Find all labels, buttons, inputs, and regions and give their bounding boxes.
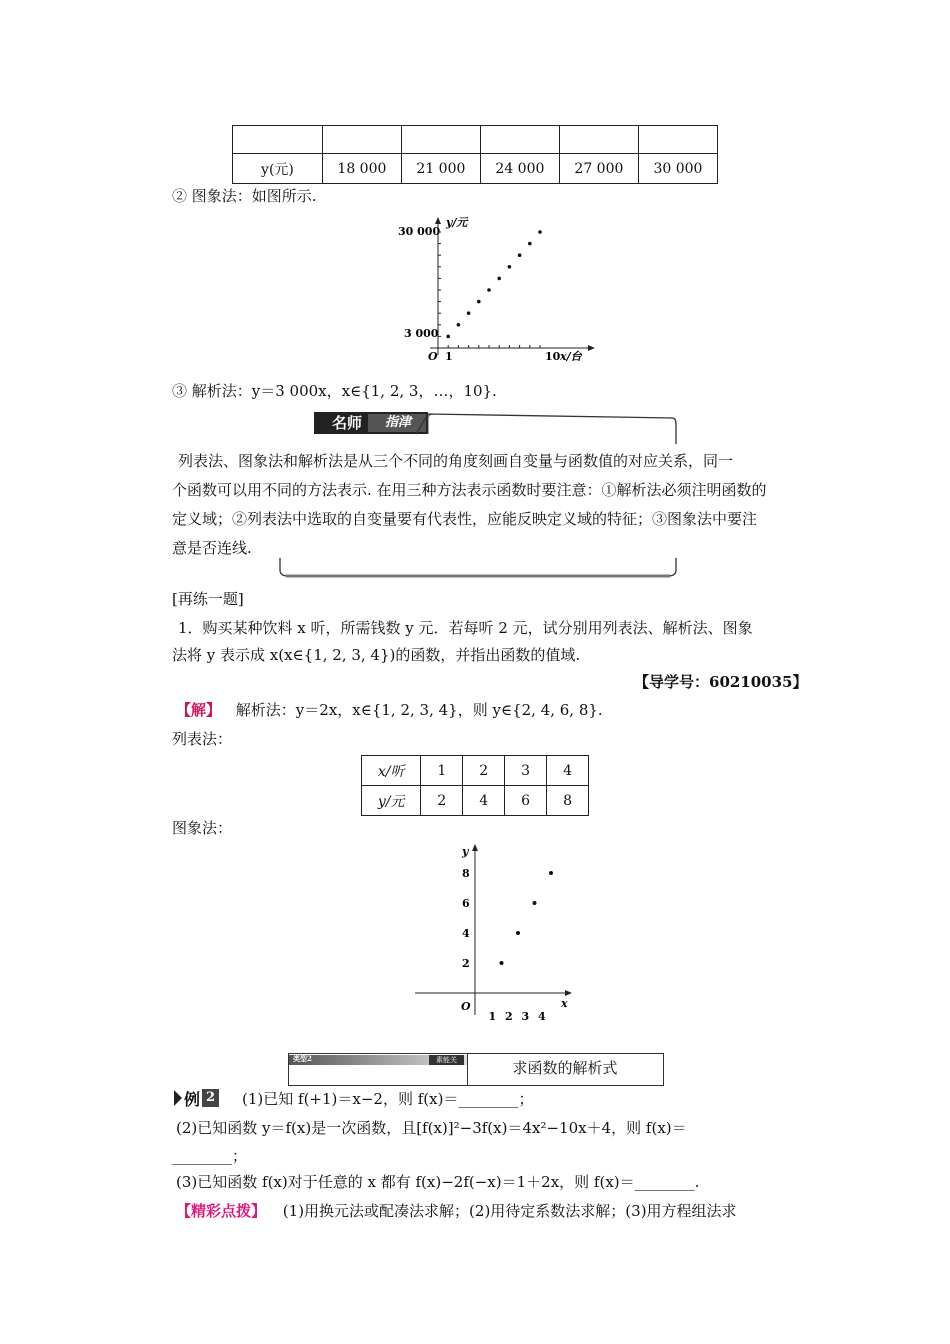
- y-tick-label: 2: [462, 957, 470, 970]
- y-axis-label: y: [462, 845, 469, 858]
- example-q2-blank: ________；: [172, 1147, 248, 1165]
- data-point: [500, 961, 504, 965]
- banner-left-tag: 类型2: [293, 1054, 312, 1063]
- tip-line: 列表法、图象法和解析法是从三个不同的角度刻画自变量与函数值的对应关系，同一: [178, 452, 734, 470]
- data-point: [549, 871, 553, 875]
- example-number: 2: [202, 1089, 219, 1107]
- graph-method-label: 图象法：: [172, 819, 233, 837]
- x-axis-label: x/台: [560, 350, 582, 363]
- tip-line: 意是否连线.: [172, 539, 252, 557]
- hint-text: (1)用换元法或配凑法求解；(2)用待定系数法求解；(3)用方程组法求: [282, 1202, 737, 1220]
- table-header: y/元: [362, 786, 421, 816]
- solution-tag: 【解】: [176, 701, 222, 719]
- x-tick-label: 4: [538, 1010, 546, 1020]
- data-point: [467, 311, 471, 315]
- data-point: [457, 323, 461, 327]
- solution-line: [176, 700, 603, 720]
- data-point: [477, 300, 481, 304]
- data-point: [533, 901, 537, 905]
- table-cell: 6: [505, 786, 547, 816]
- y-tick-label: 3 000: [404, 327, 439, 340]
- problem-line: 法将 y 表示成 x(x∈{1, 2, 3, 4})的函数，并指出函数的值域.: [172, 646, 581, 664]
- hint-tag: 【精彩点拨】: [176, 1202, 267, 1220]
- x-tick-label: 1: [488, 1010, 497, 1020]
- table-method-title: 列表法：: [172, 730, 233, 748]
- example-q1: (1)已知 f(+1)＝x−2，则 f(x)＝________；: [242, 1090, 534, 1108]
- data-point: [516, 931, 520, 935]
- table-cell: 2: [463, 756, 505, 786]
- y-tick-label: 4: [462, 927, 470, 940]
- table-cell: 4: [547, 756, 589, 786]
- chart-2: [410, 840, 580, 1020]
- banner-mid-tag: 素能关: [429, 1055, 464, 1065]
- type-banner: [288, 1053, 664, 1086]
- data-point: [518, 253, 522, 257]
- example-label: 例: [184, 1089, 201, 1109]
- solution-analytic: 解析法：y＝2x，x∈{1, 2, 3, 4}，则 y∈{2, 4, 6, 8}.: [235, 701, 603, 719]
- price-table: [232, 125, 718, 184]
- analytic-method-line: ③ 解析法：y＝3 000x，x∈{1, 2, 3，…，10}.: [172, 382, 497, 400]
- tip-title-b: 指津: [384, 415, 411, 430]
- solution-table: [361, 755, 589, 816]
- table-cell: 4: [463, 786, 505, 816]
- table-cell: 3: [505, 756, 547, 786]
- y-tick-label: 8: [462, 867, 470, 880]
- table-cell: 1: [421, 756, 463, 786]
- chart-1: [390, 215, 600, 365]
- practice-header: [再练一题]: [172, 590, 244, 608]
- hint-line: [176, 1201, 737, 1221]
- origin-label: O: [428, 350, 438, 363]
- data-point: [508, 265, 512, 269]
- x-tick-label: 1: [445, 350, 453, 363]
- example-q2: (2)已知函数 y＝f(x)是一次函数，且[f(x)]²−3f(x)＝4x²−10x＋4，则 f(x)＝: [176, 1119, 687, 1137]
- data-point: [446, 335, 450, 339]
- x-tick-label: 10: [545, 350, 561, 363]
- data-point: [538, 230, 542, 234]
- table-header: x/听: [362, 756, 421, 786]
- y-axis-label: y/元: [446, 216, 468, 229]
- y-tick-label: 30 000: [398, 225, 441, 238]
- example-q3: (3)已知函数 f(x)对于任意的 x 都有 f(x)−2f(−x)＝1＋2x，则 f(x)＝________.: [176, 1173, 700, 1191]
- table-cell: 2: [421, 786, 463, 816]
- data-point: [497, 277, 501, 281]
- table-cell: 8: [547, 786, 589, 816]
- table-cell: 21 000: [401, 154, 480, 184]
- tip-line: 定义域；②列表法中选取的自变量要有代表性，应能反映定义域的特征；③图象法中要注: [172, 510, 758, 528]
- table-row-label: y(元): [233, 154, 323, 184]
- table-cell: 27 000: [559, 154, 638, 184]
- tip-line: 个函数可以用不同的方法表示. 在用三种方法表示函数时要注意：①解析法必须注明函数的: [172, 481, 767, 499]
- table-cell: 30 000: [638, 154, 717, 184]
- data-point: [528, 242, 532, 246]
- y-tick-label: 6: [462, 897, 470, 910]
- table-cell: 24 000: [480, 154, 559, 184]
- problem-line: 1．购买某种饮料 x 听，所需钱数 y 元．若每听 2 元，试分别用列表法、解析法、图象: [178, 619, 753, 637]
- tip-title-a: 名师: [331, 414, 362, 432]
- origin-label: O: [461, 1000, 471, 1013]
- table-cell: 18 000: [322, 154, 401, 184]
- guide-number: 【导学号：60210035】: [634, 673, 808, 691]
- banner-title: 求函数的解析式: [512, 1059, 618, 1077]
- example-tag: [174, 1087, 219, 1109]
- x-tick-label: 2: [505, 1010, 513, 1020]
- data-point: [487, 288, 491, 292]
- x-axis-label: x: [561, 997, 568, 1010]
- x-tick-label: 3: [521, 1010, 530, 1020]
- graph-method-title: ② 图象法：如图所示.: [172, 187, 317, 205]
